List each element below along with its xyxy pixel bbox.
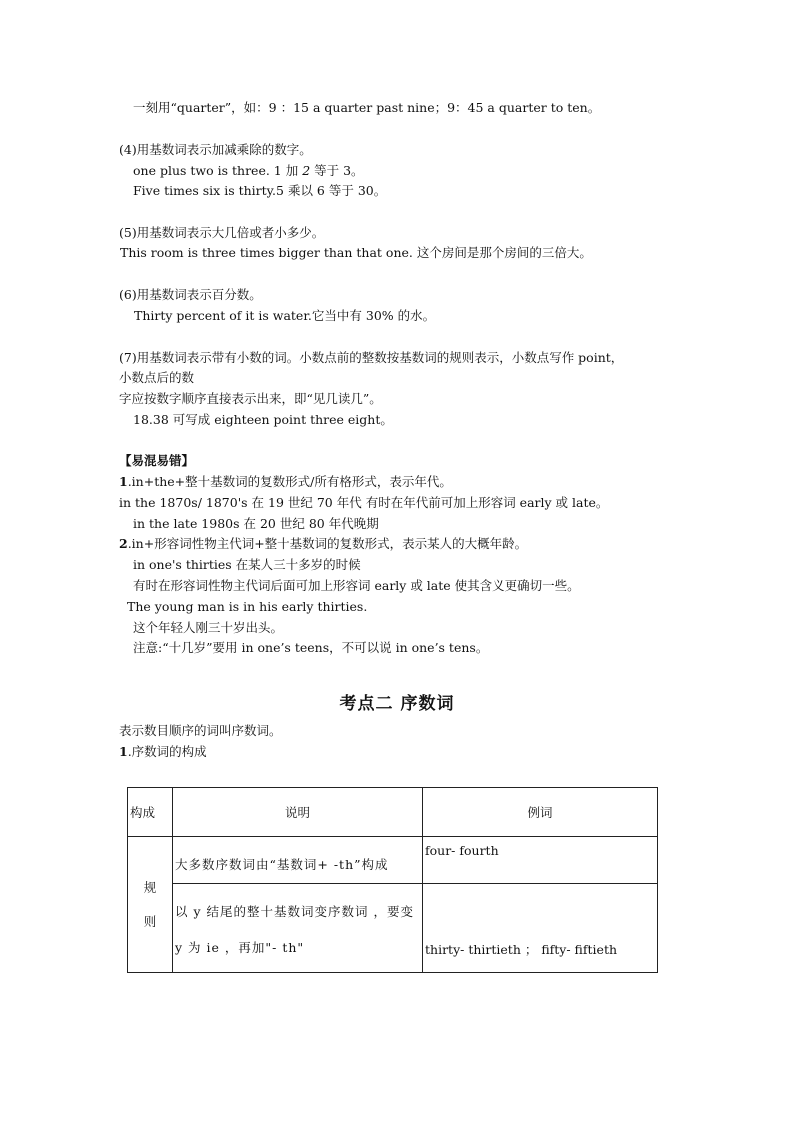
quarter-line: 一刻用“quarter”，如：9 ：15 a quarter past nine；9：45 a quarter to ten。 <box>133 100 601 115</box>
section-4-example-1-num: 2 <box>302 163 311 178</box>
header-composition: 构成 <box>128 788 173 837</box>
confuse-title: 【易混易错】 <box>119 453 195 468</box>
row-2-description <box>173 884 423 973</box>
section-4-example-2: Five times six is thirty.5 乘以 6 等于 30。 <box>133 183 387 198</box>
confuse-2-heading <box>119 536 527 552</box>
row-2-example-text: thirty- thirtieth ； fifty- fiftieth <box>425 942 618 957</box>
row-2-description-line-2: y 为 ie ，再加"- th" <box>175 940 305 955</box>
confuse-2-example-4: 这个年轻人刚三十岁出头。 <box>133 620 284 635</box>
section-7-heading-2: 小数点后的数 <box>119 370 195 385</box>
rule-label-cell <box>128 837 173 973</box>
section-6-example: Thirty percent of it is water.它当中有 30% 的水。 <box>134 308 436 323</box>
confuse-2-text: .in+形容词性物主代词+整十基数词的复数形式，表示某人的大概年龄。 <box>127 536 528 551</box>
subsection-1-num: 1 <box>119 744 128 759</box>
confuse-2-example-2: 有时在形容词性物主代词后面可加上形容词 early 或 late 使其含义更确切一些。 <box>133 578 580 593</box>
row-2-example <box>423 884 658 973</box>
section-4-example-1-a: one plus two is three. 1 加 <box>133 163 303 178</box>
header-description: 说明 <box>173 788 423 837</box>
section-5-example: This room is three times bigger than that one. 这个房间是那个房间的三倍大。 <box>120 245 592 260</box>
row-1-example-text: four- fourth <box>425 843 499 858</box>
confuse-2-example-3: The young man is in his early thirties. <box>127 599 368 614</box>
section-7-heading-1: (7)用基数词表示带有小数的词。小数点前的整数按基数词的规则表示，小数点写作 point， <box>119 350 624 365</box>
row-1-description <box>173 837 423 884</box>
ordinal-table <box>127 787 658 973</box>
section-7-example: 18.38 可写成 eighteen point three eight。 <box>133 412 393 427</box>
table-row <box>128 884 658 973</box>
section-4-example-1-b: 等于 3。 <box>310 163 364 178</box>
row-1-description-text: 大多数序数词由“基数词+ -th”构成 <box>175 857 389 872</box>
section-6-heading: (6)用基数词表示百分数。 <box>119 287 262 302</box>
table-header-row <box>128 788 658 837</box>
rule-label-char-1: 规 <box>143 879 157 895</box>
section-intro: 表示数目顺序的词叫序数词。 <box>119 723 282 738</box>
section-4-example-1 <box>133 163 364 179</box>
confuse-1-heading <box>119 474 452 490</box>
section-7-heading-3: 字应按数字顺序直接表示出来，即“见几读几”。 <box>119 391 382 406</box>
confuse-2-example-1: in one's thirties 在某人三十多岁的时候 <box>133 557 361 572</box>
rule-label-char-2: 则 <box>143 913 157 929</box>
confuse-1-example-2: in the late 1980s 在 20 世纪 80 年代晚期 <box>133 516 379 531</box>
header-example: 例词 <box>423 788 658 837</box>
row-1-example <box>423 837 658 884</box>
subsection-1-text: .序数词的构成 <box>127 744 207 759</box>
confuse-1-example-1: in the 1870s/ 1870's 在 19 世纪 70 年代 有时在年代前可加上形容词 early 或 late。 <box>119 495 609 510</box>
confuse-1-num: 1 <box>119 474 128 489</box>
table-row <box>128 837 658 884</box>
subsection-1-heading <box>119 744 207 760</box>
section-5-heading: (5)用基数词表示大几倍或者小多少。 <box>119 225 325 240</box>
section-4-heading: (4)用基数词表示加减乘除的数字。 <box>119 142 312 157</box>
confuse-2-note: 注意:“十几岁”要用 in one’s teens，不可以说 in one’s tens。 <box>133 640 489 655</box>
confuse-1-text: .in+the+整十基数词的复数形式/所有格形式，表示年代。 <box>127 474 452 489</box>
row-2-description-line-1: 以 y 结尾的整十基数词变序数词 ，要变 <box>175 904 414 919</box>
section-title: 考点二 序数词 <box>339 694 455 714</box>
confuse-2-num: 2 <box>119 536 128 551</box>
